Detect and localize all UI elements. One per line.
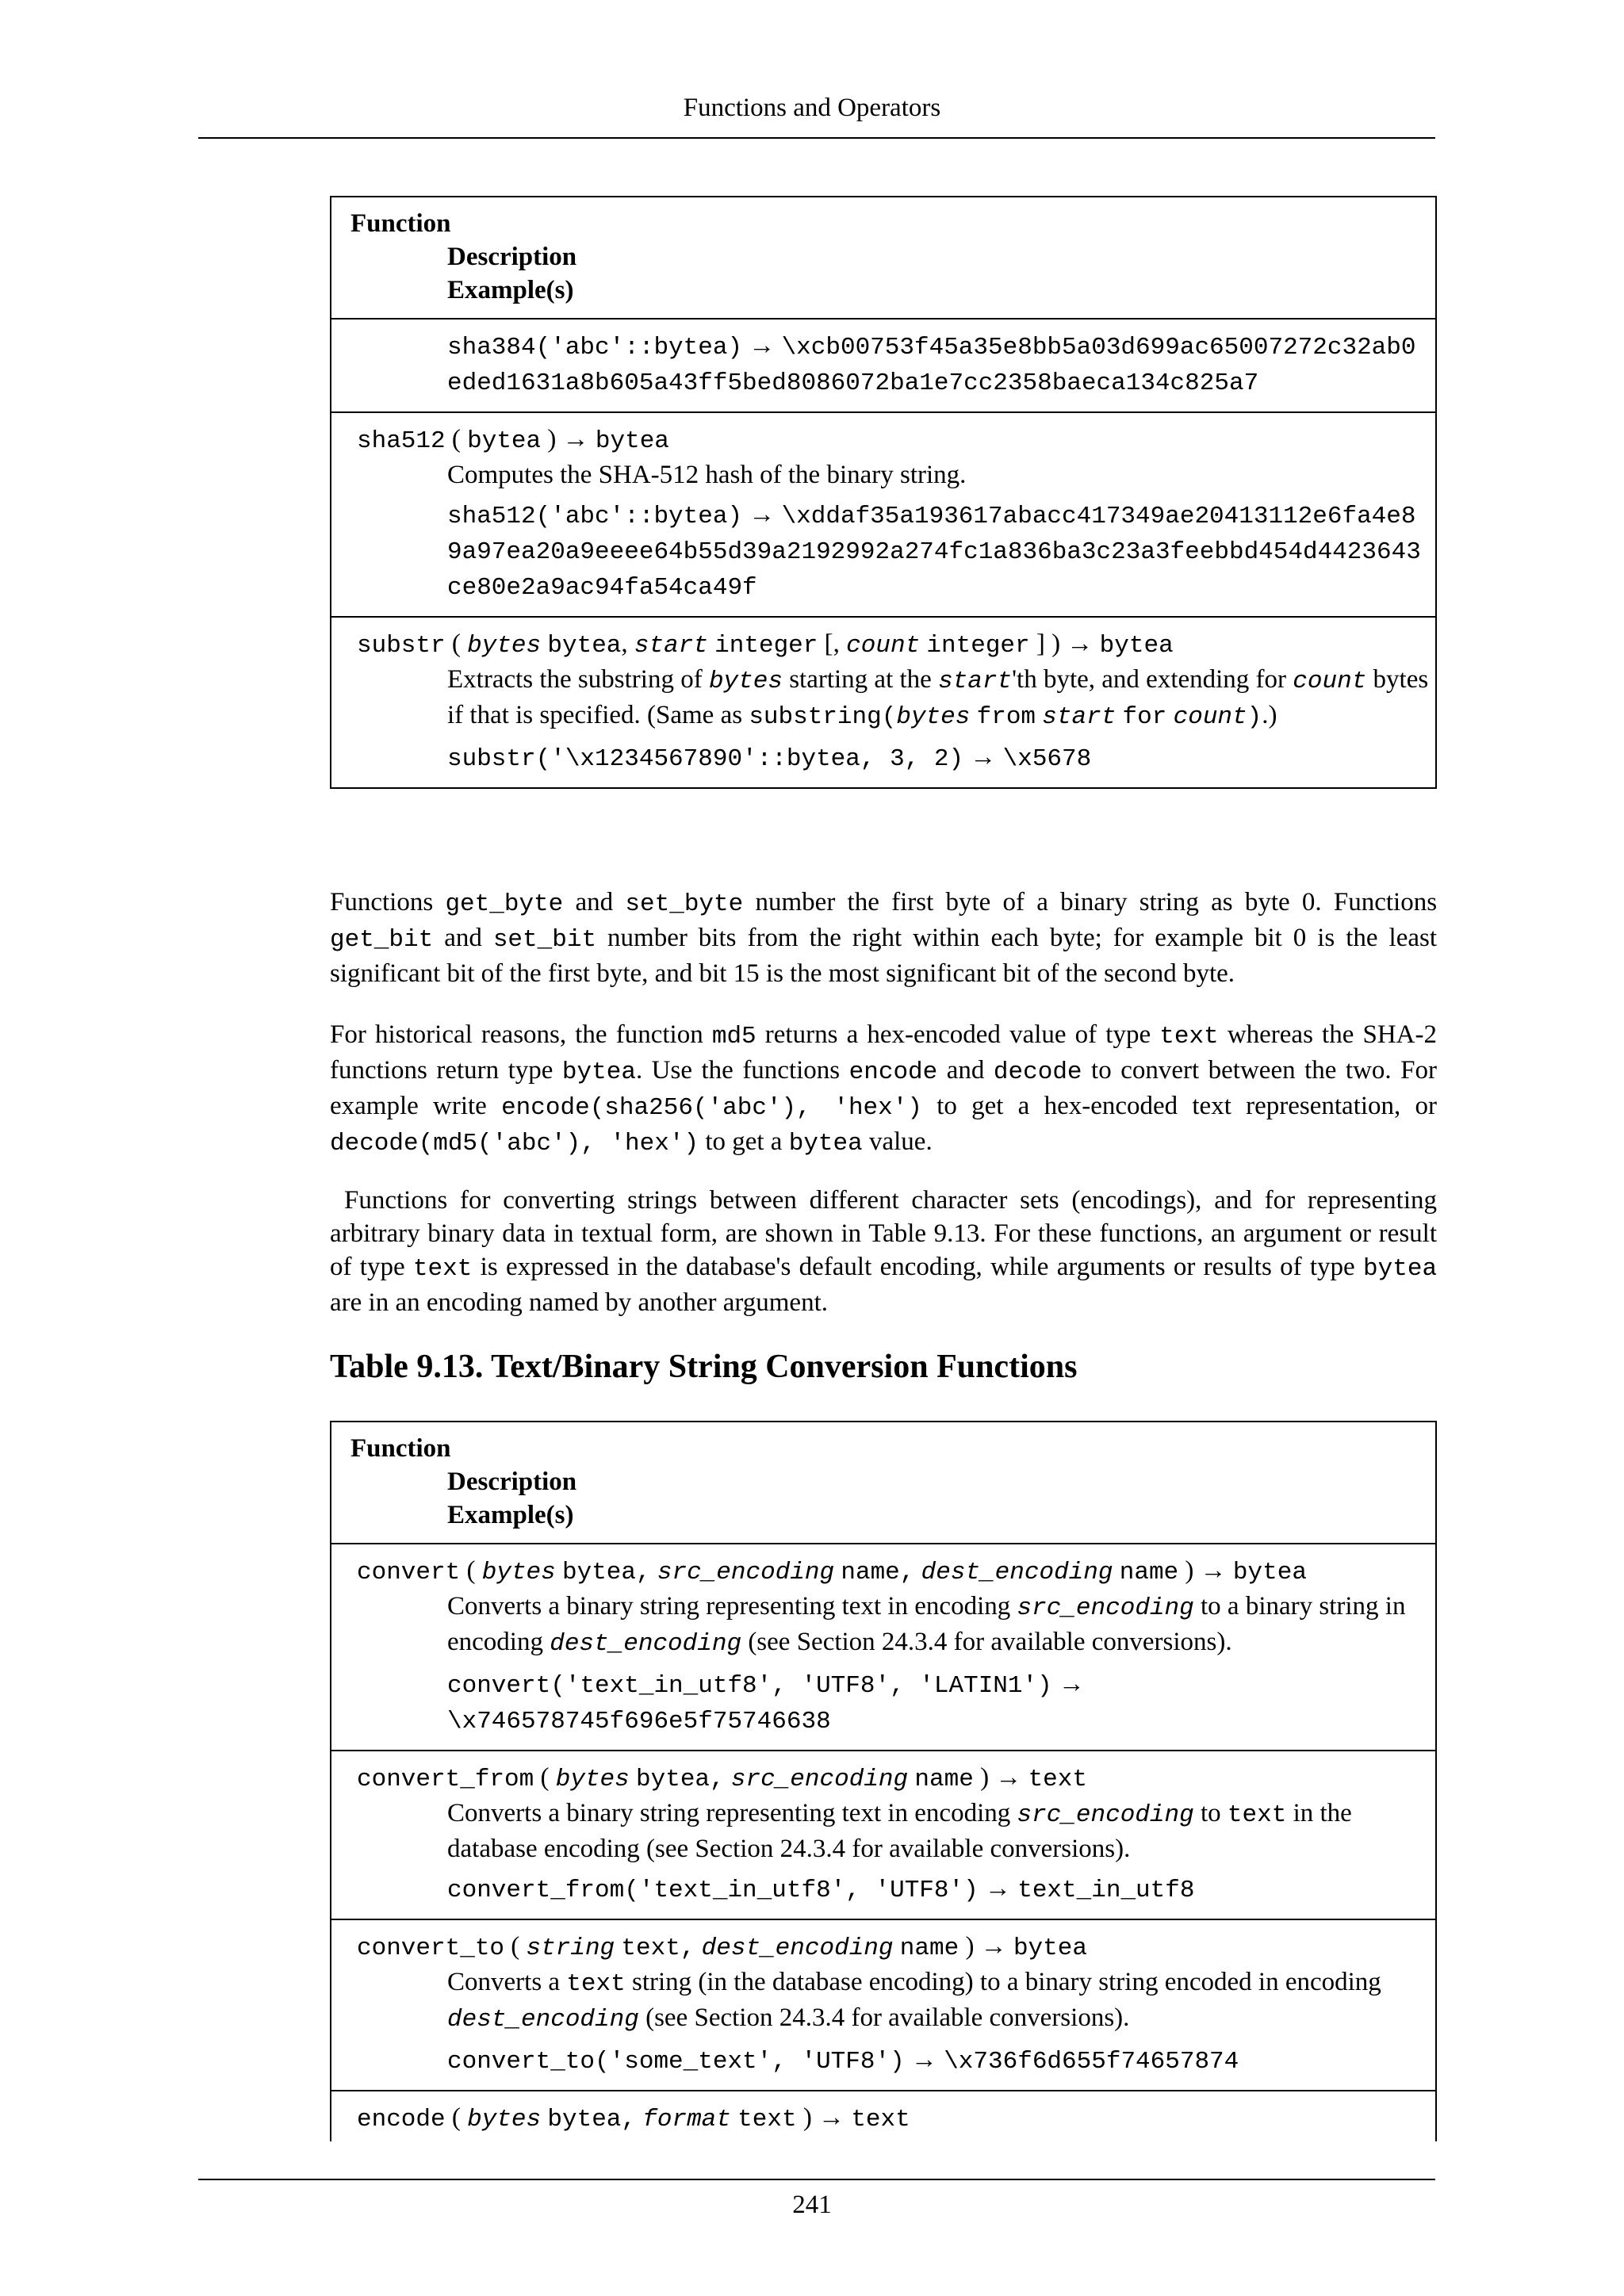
- arrow-icon: →: [749, 331, 776, 360]
- col-header-description: Description: [447, 243, 577, 271]
- conversion-functions-table: [330, 1421, 1437, 2141]
- table-header-row: [331, 1422, 1436, 1544]
- arrow-icon: →: [1058, 1670, 1085, 1698]
- function-name: encode: [357, 2106, 446, 2133]
- return-type: bytea: [1013, 1934, 1087, 1962]
- return-type: text: [1028, 1766, 1087, 1793]
- table-row-sha512: [331, 412, 1436, 617]
- arrow-icon: →: [562, 425, 589, 453]
- return-type: bytea: [1099, 632, 1174, 660]
- col-header-examples: Example(s): [447, 1501, 574, 1529]
- function-signature: substr ( bytes bytea, start integer [, count integer ] ) → bytea: [357, 629, 1174, 660]
- col-header-description: Description: [447, 1468, 577, 1496]
- paragraph-byte-numbering: Functions get_byte and set_byte number the first byte of a binary string as byte 0. Functions get_bit and set_bit number bits from the right within each byte; for example bit 0 is the least significant bit of the first byte, and bit 15 is the most significant bit of the second byte.: [330, 888, 1438, 988]
- function-signature: convert_from ( bytes bytea, src_encoding name ) → text: [357, 1763, 1087, 1793]
- arrow-icon: →: [980, 1932, 1007, 1961]
- col-header-examples: Example(s): [447, 276, 574, 304]
- example-result: \x736f6d655f74657874: [944, 2048, 1239, 2076]
- table-row-convert: [331, 1544, 1436, 1751]
- arrow-icon: →: [910, 2045, 937, 2074]
- example-result: \x5678: [1002, 745, 1092, 773]
- function-description: Computes the SHA-512 hash of the binary string.: [447, 461, 967, 489]
- example-call: sha512('abc'::bytea): [447, 503, 743, 530]
- example-call: convert_from('text_in_utf8', 'UTF8'): [447, 1877, 979, 1904]
- table-row-substr: [331, 617, 1436, 788]
- example: [331, 2043, 1435, 2079]
- col-header-function: Function: [350, 1434, 451, 1463]
- running-header: Functions and Operators: [683, 94, 941, 122]
- footer-divider: [198, 2179, 1435, 2180]
- function-name: substr: [357, 632, 446, 660]
- function-signature: convert ( bytes bytea, src_encoding name, dest_encoding name ) → bytea: [357, 1556, 1307, 1586]
- return-type: bytea: [1232, 1559, 1307, 1586]
- example: [331, 498, 1435, 605]
- function-description: Converts a binary string representing text in encoding src_encoding to a binary string in encoding dest_encoding (see Section 24.3.4 for available conversions).: [447, 1592, 1406, 1658]
- table-title: Table 9.13. Text/Binary String Conversion Functions: [330, 1349, 1078, 1385]
- example: [331, 740, 1435, 776]
- arrow-icon: →: [1200, 1556, 1227, 1585]
- arrow-icon: →: [1067, 629, 1094, 658]
- function-signature: sha512 ( bytea ) → bytea: [357, 425, 669, 455]
- example: [331, 1667, 1435, 1739]
- example-call: convert('text_in_utf8', 'UTF8', 'LATIN1'): [447, 1672, 1052, 1700]
- function-signature: encode ( bytes bytea, format text ) → text: [357, 2103, 910, 2133]
- example-call: substr('\x1234567890'::bytea, 3, 2): [447, 745, 964, 773]
- arrow-icon: →: [995, 1763, 1022, 1792]
- arrow-icon: →: [818, 2103, 845, 2132]
- table-row-convert-from: [331, 1751, 1436, 1919]
- example-result: \xddaf35a193617abacc417349ae20413112e6fa4e89a97ea20a9eeee64b55d39a2192992a274fc1a836ba3c23a3feebbd454d4423643ce80e2a9ac94fa54ca49f: [447, 503, 1421, 602]
- example-result: \x746578745f696e5f75746638: [447, 1708, 831, 1735]
- function-description: Converts a binary string representing text in encoding src_encoding to text in the database encoding (see Section 24.3.4 for available conversions).: [447, 1799, 1352, 1863]
- return-type: text: [851, 2106, 910, 2133]
- paragraph-historical-reasons: For historical reasons, the function md5 returns a hex-encoded value of type text whereas the SHA-2 functions return type bytea. Use the functions encode and decode to convert between the two. For example write encode(sha256('abc'), 'hex') to get a hex-encoded text representation, or decode(md5('abc'), 'hex') to get a bytea value.: [330, 1020, 1438, 1158]
- header-divider: [198, 137, 1435, 139]
- function-description: Converts a text string (in the database encoding) to a binary string encoded in encoding dest_encoding (see Section 24.3.4 for available conversions).: [447, 1968, 1381, 2034]
- paragraph-conversion-intro: Functions for converting strings between different character sets (encodings), and for representing arbitrary binary data in textual form, are shown in Table 9.13. For these functions, an argument or result of type text is expressed in the database's default encoding, while arguments or results of type bytea are in an encoding named by another argument.: [330, 1186, 1438, 1317]
- col-header-function: Function: [350, 209, 451, 238]
- arrow-icon: →: [749, 500, 776, 529]
- function-name: convert_from: [357, 1766, 534, 1793]
- function-name: convert_to: [357, 1934, 505, 1962]
- arrow-icon: →: [984, 1874, 1011, 1903]
- example-call: convert_to('some_text', 'UTF8'): [447, 2048, 905, 2076]
- function-name: convert: [357, 1559, 461, 1586]
- function-name: sha512: [357, 427, 446, 455]
- example-result: text_in_utf8: [1017, 1877, 1195, 1904]
- table-header-row: [331, 197, 1436, 319]
- table-row-encode: [331, 2091, 1436, 2141]
- example: [331, 329, 1435, 400]
- binary-functions-table: [330, 196, 1437, 789]
- example-result: \xcb00753f45a35e8bb5a03d699ac65007272c32ab0eded1631a8b605a43ff5bed8086072ba1e7cc2358baeca134c825a7: [447, 334, 1416, 397]
- example-call: sha384('abc'::bytea): [447, 334, 743, 362]
- example: [331, 1872, 1435, 1908]
- function-signature: convert_to ( string text, dest_encoding name ) → bytea: [357, 1932, 1087, 1962]
- page-number: 241: [792, 2191, 832, 2219]
- function-description: Extracts the substring of bytes starting at the start'th byte, and extending for count bytes if that is specified. (Same as substring(bytes from start for count).): [447, 665, 1429, 731]
- table-row-convert-to: [331, 1919, 1436, 2091]
- return-type: bytea: [595, 427, 669, 455]
- table-row-sha384-continued: [331, 319, 1436, 412]
- arrow-icon: →: [970, 743, 997, 771]
